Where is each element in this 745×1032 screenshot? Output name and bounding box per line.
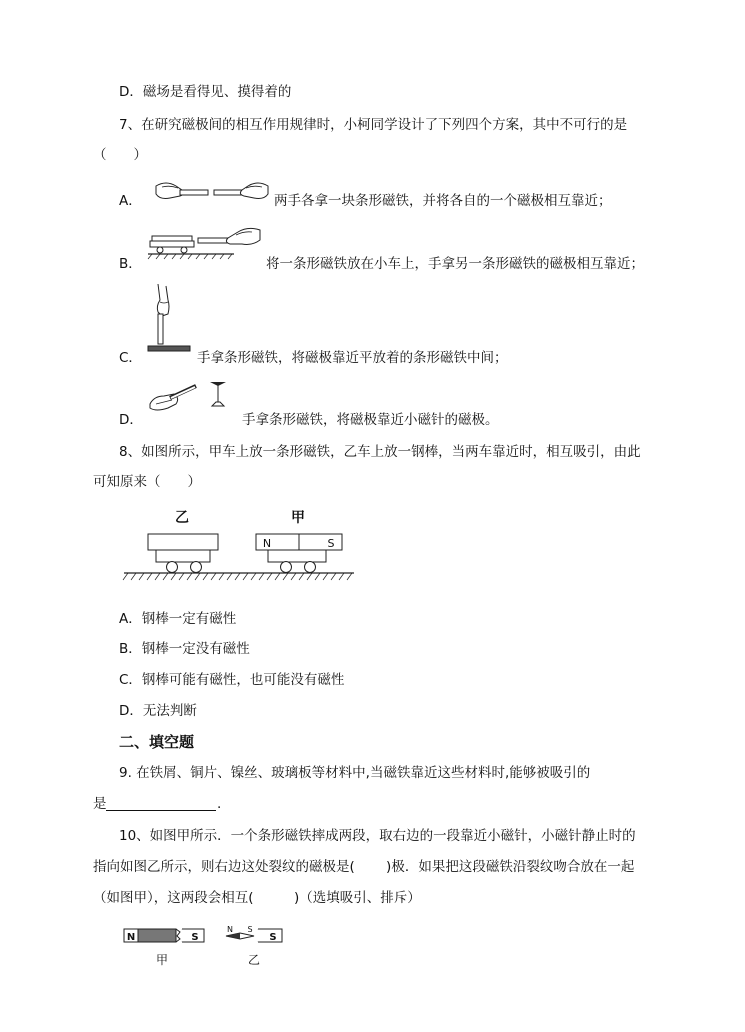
q8-pole-n: N — [262, 537, 272, 550]
q6-option-d: D．磁场是看得见、摸得着的 — [119, 84, 292, 100]
q10-line1: 10、如图甲所示．一个条形磁铁摔成两段，取右边的一段靠近小磁针，小磁针静止时的 — [119, 828, 636, 844]
q10-jia-pole-n: N — [126, 932, 136, 943]
q7-option-d-letter: D． — [119, 412, 143, 428]
q10-caption-yi: 乙 — [247, 953, 261, 967]
q7-option-b-letter: B． — [119, 256, 142, 272]
q10-figure-yi — [224, 920, 286, 968]
q10-line3: （如图甲），这两段会相互( )（选填吸引、排斥） — [93, 890, 421, 906]
q7-option-c-letter: C． — [119, 350, 142, 366]
q7-option-a-letter: A． — [119, 193, 142, 209]
q7-option-c-figure — [144, 284, 196, 356]
q9-stem: 9. 在铁屑、铜片、镍丝、玻璃板等材料中,当磁铁靠近这些材料时,能够被吸引的 — [119, 765, 591, 781]
q8-stem-line2: 可知原来（ ） — [93, 474, 201, 490]
q8-option-c: C．钢棒可能有磁性，也可能没有磁性 — [119, 672, 345, 688]
q9-period: . — [217, 796, 222, 812]
q8-figure — [120, 504, 356, 596]
q7-option-d-figure — [148, 378, 244, 414]
q7-option-b-text: 将一条形磁铁放在小车上，手拿另一条形磁铁的磁极相互靠近； — [266, 256, 644, 272]
q7-option-b-figure — [148, 226, 266, 264]
q10-figure-jia — [124, 926, 204, 968]
q10-yi-pole-s: S — [269, 932, 277, 943]
q7-option-c-text: 手拿条形磁铁，将磁极靠近平放着的条形磁铁中间； — [197, 350, 508, 366]
q10-caption-jia: 甲 — [155, 953, 169, 967]
q10-needle-s: S — [247, 925, 253, 934]
q8-stem-line1: 8、如图所示，甲车上放一条形磁铁，乙车上放一钢棒，当两车靠近时，相互吸引，由此 — [119, 444, 641, 460]
q8-label-yi: 乙 — [175, 510, 189, 526]
q10-needle-n: N — [227, 925, 233, 934]
q10-line2: 指向如图乙所示，则右边这处裂纹的磁极是( )极．如果把这段磁铁沿裂纹吻合放在一起 — [93, 859, 635, 875]
q9-line2: 是 — [93, 796, 107, 812]
q7-option-d-text: 手拿条形磁铁，将磁极靠近小磁针的磁极。 — [242, 412, 499, 428]
q7-answer-paren: （ ） — [93, 147, 147, 163]
q8-pole-s: S — [327, 537, 335, 550]
q8-option-a: A．钢棒一定有磁性 — [119, 611, 237, 627]
q8-label-jia: 甲 — [291, 510, 305, 526]
q10-jia-pole-s: S — [191, 932, 199, 943]
section-title-fill-in: 二、填空题 — [119, 733, 195, 751]
q8-option-d: D．无法判断 — [119, 703, 197, 719]
q8-option-b: B．钢棒一定没有磁性 — [119, 641, 250, 657]
q8-steel-rod — [148, 534, 218, 550]
q7-option-a-figure — [152, 178, 272, 208]
q9-answer-blank[interactable] — [106, 810, 216, 811]
q7-stem: 7、在研究磁极间的相互作用规律时，小柯同学设计了下列四个方案，其中不可行的是 — [119, 117, 628, 133]
q7-option-a-text: 两手各拿一块条形磁铁，并将各自的一个磁极相互靠近； — [274, 193, 612, 209]
